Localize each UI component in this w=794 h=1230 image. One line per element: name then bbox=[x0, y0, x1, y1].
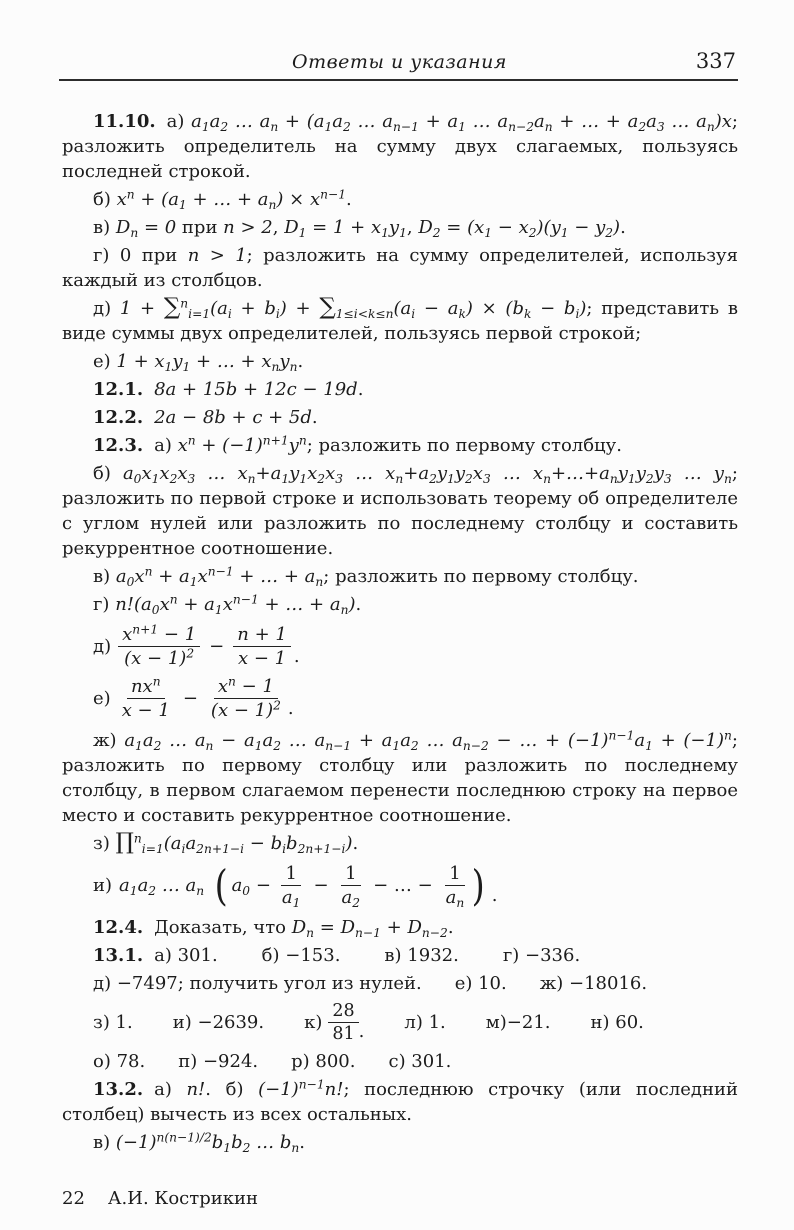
fraction-numerator: 28 bbox=[328, 1001, 358, 1023]
answer-12-1 bbox=[62, 377, 738, 402]
item-label: к) bbox=[304, 1012, 323, 1033]
answers-content bbox=[62, 106, 738, 1158]
answer-11-10-e bbox=[62, 349, 738, 374]
inner-term: $a_0$ − bbox=[231, 875, 271, 898]
fraction bbox=[233, 624, 291, 669]
answer-12-3-b bbox=[62, 461, 738, 561]
answer-12-3-d bbox=[62, 624, 738, 669]
fraction bbox=[328, 1001, 358, 1044]
answer-12-3-v bbox=[62, 564, 738, 589]
fraction-denominator: x − 1 bbox=[237, 648, 287, 669]
page-number: 337 bbox=[695, 49, 736, 73]
fraction-numerator: 1 bbox=[341, 863, 360, 886]
author-name: А.И. Кострикин bbox=[107, 1188, 258, 1209]
answer-text: Доказать, что $D_n = D_{n-1} + D_{n-2}$. bbox=[154, 917, 454, 940]
answer-11-10-g bbox=[62, 243, 738, 293]
answer-text: б) $a_0x_1x_2x_3$ … $x_n+a_1y_1x_2x_3$ … $x_n+a_2y_1y_2x_3$ … $x_n+\dots+a_ny_1y_2y_3$ … $y_n$; разложить по первой строке и использовать теорему об определителе с углом нулей или разложить по последнему столбцу и составить рекуррентное соотношение. bbox=[62, 463, 738, 559]
answer-text: ж) $a_1a_2$ … $a_n - a_1a_2$ … $a_{n-1} + a_1a_2$ … $a_{n-2}$ − … + $(-1)^{n-1}a_1 + (-1)^n$; разложить по первому столбцу или разложить по последнему столбцу, в первом слагаемом перенести последнюю строку на первое место и составить рекуррентное соотношение. bbox=[62, 728, 738, 826]
sentence-period: . bbox=[491, 885, 498, 906]
answer-13-1-v: в) 1932. bbox=[384, 945, 459, 966]
fraction bbox=[338, 863, 365, 908]
fraction-denominator: $(x - 1)^2$ bbox=[210, 698, 281, 721]
answer-12-3-i: и) $a_1a_2$ … $a_n$ ( $a_0$ − $\frac{1}{a_1}$ − $\frac{1}{a_2}$ − … − $\frac{1}{a_n}$ ) . bbox=[93, 860, 498, 910]
problem-number-13-1: 13.1. bbox=[93, 945, 144, 966]
answer-12-3-e bbox=[62, 676, 738, 721]
problem-number-11-10: 11.10. bbox=[93, 111, 156, 132]
item-label: е) bbox=[93, 688, 111, 709]
sentence-period: . bbox=[287, 698, 294, 719]
answer-13-1-z: з) 1. bbox=[93, 1012, 133, 1033]
problem-number-12-1: 12.1. bbox=[93, 379, 144, 400]
fraction bbox=[118, 676, 174, 721]
answers-13-1-row1 bbox=[62, 943, 738, 968]
minus-operator: − bbox=[313, 875, 329, 896]
fraction-denominator: 81 bbox=[332, 1024, 355, 1044]
ellipsis-operator: − … − bbox=[373, 875, 433, 896]
answer-12-3-z bbox=[62, 831, 738, 856]
fraction-denominator: $(x - 1)^2$ bbox=[124, 646, 195, 669]
answer-13-1-a: а) 301. bbox=[154, 945, 218, 966]
answer-text: а) n!. б) $(-1)^{n-1}n$!; последнюю строчку (или последний столбец) вычесть из всех остальных. bbox=[62, 1077, 738, 1125]
fraction-numerator: 1 bbox=[445, 863, 464, 886]
answer-12-4 bbox=[62, 915, 738, 940]
product-prefix: $a_1a_2$ … $a_n$ bbox=[119, 875, 205, 898]
answer-13-2-ab bbox=[62, 1077, 738, 1127]
answer-text: а) $a_1a_2$ … $a_n + (a_1a_2$ … $a_{n-1} + a_1$ … $a_{n-2}a_n$ + … + $a_2a_3$ … $a_n)x$; разложить определитель на сумму двух слагаемых, пользуясь последней строкой. bbox=[62, 111, 738, 182]
answer-11-10-b bbox=[62, 187, 738, 212]
item-label: д) bbox=[93, 636, 112, 657]
answer-text: г) 0 при n > 1; разложить на сумму определителей, используя каждый из столбцов. bbox=[62, 245, 738, 291]
answer-text: в) $a_0x^n + a_1x^{n-1}$ + … + $a_n$; разложить по первому столбцу. bbox=[93, 564, 639, 589]
minus-operator: − bbox=[182, 688, 198, 709]
answer-12-3-zh bbox=[62, 728, 738, 828]
fraction bbox=[442, 863, 469, 908]
item-label: и) bbox=[93, 875, 113, 896]
answer-13-1-g: г) −336. bbox=[502, 945, 581, 966]
answer-text: в) $(-1)^{n(n-1)/2}b_1b_2$ … $b_n$. bbox=[93, 1130, 305, 1155]
answer-text: г) $n!(a_0x^n + a_1x^{n-1}$ + … + $a_n$). bbox=[93, 592, 362, 617]
fraction-numerator: $x^n - 1$ bbox=[214, 676, 278, 699]
answer-13-1-m: м)−21. bbox=[485, 1012, 551, 1033]
answer-text: 8a + 15b + 12c − 19d. bbox=[154, 379, 364, 400]
answer-text: б) $x^n + (a_1$ + … + $a_n) \times x^{n-1}$. bbox=[93, 187, 352, 212]
problem-number-12-3: 12.3. bbox=[93, 435, 144, 456]
fraction-numerator: 1 bbox=[281, 863, 300, 886]
answer-13-2-v bbox=[62, 1130, 738, 1155]
fraction-numerator: $x^{n+1} - 1$ bbox=[118, 624, 200, 647]
answer-12-3-g bbox=[62, 592, 738, 617]
page-footer bbox=[62, 1188, 258, 1209]
answer-11-10-d bbox=[62, 296, 738, 346]
answer-text: д) $1 + \sum^n_{i=1}(a_i + b_i) + \sum_{1\le i<k\le n}(a_i - a_k) \times (b_k - b_i)$; представить в виде суммы двух определителей, пользуясь первой строкой; bbox=[62, 294, 738, 344]
answer-11-10-a bbox=[62, 109, 738, 184]
answer-13-1-k bbox=[304, 1001, 364, 1044]
answer-text: е) $1 + x_1y_1$ + … + $x_ny_n$. bbox=[93, 351, 304, 374]
problem-number-12-2: 12.2. bbox=[93, 407, 144, 428]
fraction-denominator: $a_2$ bbox=[341, 887, 361, 910]
answer-13-1-i: и) −2639. bbox=[172, 1012, 265, 1033]
minus-operator: − bbox=[209, 636, 225, 657]
answer-12-2 bbox=[62, 405, 738, 430]
fraction bbox=[278, 863, 305, 908]
signature-mark: 22 bbox=[62, 1188, 85, 1209]
answer-13-1-p: п) −924. bbox=[178, 1051, 259, 1072]
header-rule bbox=[59, 79, 738, 81]
answer-text: 2a − 8b + c + 5d. bbox=[154, 407, 318, 428]
answer-13-1-o: о) 78. bbox=[93, 1051, 146, 1072]
running-head-title: Ответы и указания bbox=[292, 51, 507, 73]
problem-number-13-2: 13.2. bbox=[93, 1079, 144, 1100]
answer-12-3-a bbox=[62, 433, 738, 458]
answer-13-1-d: д) −7497; получить угол из нулей. bbox=[93, 973, 422, 994]
answer-13-1-e: е) 10. bbox=[454, 973, 507, 994]
answer-text: з) $\prod^n_{i=1}(a_ia_{2n+1-i} - b_ib_{2n+1-i})$. bbox=[93, 829, 359, 856]
problem-number-12-4: 12.4. bbox=[93, 917, 144, 938]
answer-13-1-b: б) −153. bbox=[261, 945, 341, 966]
answers-13-1-row2 bbox=[62, 971, 738, 996]
answer-text: а) $x^n + (-1)^{n+1}y^n$; разложить по первому столбцу. bbox=[154, 433, 622, 456]
answer-13-1-n: н) 60. bbox=[590, 1012, 644, 1033]
fraction bbox=[118, 624, 200, 669]
answer-13-1-r: р) 800. bbox=[291, 1051, 356, 1072]
fraction-denominator: x − 1 bbox=[121, 700, 170, 721]
answer-13-1-s: с) 301. bbox=[388, 1051, 452, 1072]
fraction-denominator: $a_n$ bbox=[445, 887, 465, 910]
fraction-numerator: n + 1 bbox=[233, 624, 291, 647]
answer-11-10-v bbox=[62, 215, 738, 240]
fraction-denominator: $a_1$ bbox=[281, 887, 301, 910]
answer-13-1-zh: ж) −18016. bbox=[539, 973, 648, 994]
sentence-period: . bbox=[358, 1021, 365, 1042]
fraction bbox=[207, 676, 285, 721]
answers-13-1-row3 bbox=[62, 1001, 738, 1044]
answers-13-1-row4 bbox=[62, 1049, 738, 1074]
answer-text: в) $D_n = 0$ при n > 2, $D_1 = 1 + x_1y_1$, $D_2 = (x_1 - x_2)(y_1 - y_2)$. bbox=[93, 217, 626, 240]
answer-13-1-l: л) 1. bbox=[404, 1012, 446, 1033]
fraction-numerator: $nx^n$ bbox=[127, 676, 165, 699]
sentence-period: . bbox=[293, 646, 300, 667]
